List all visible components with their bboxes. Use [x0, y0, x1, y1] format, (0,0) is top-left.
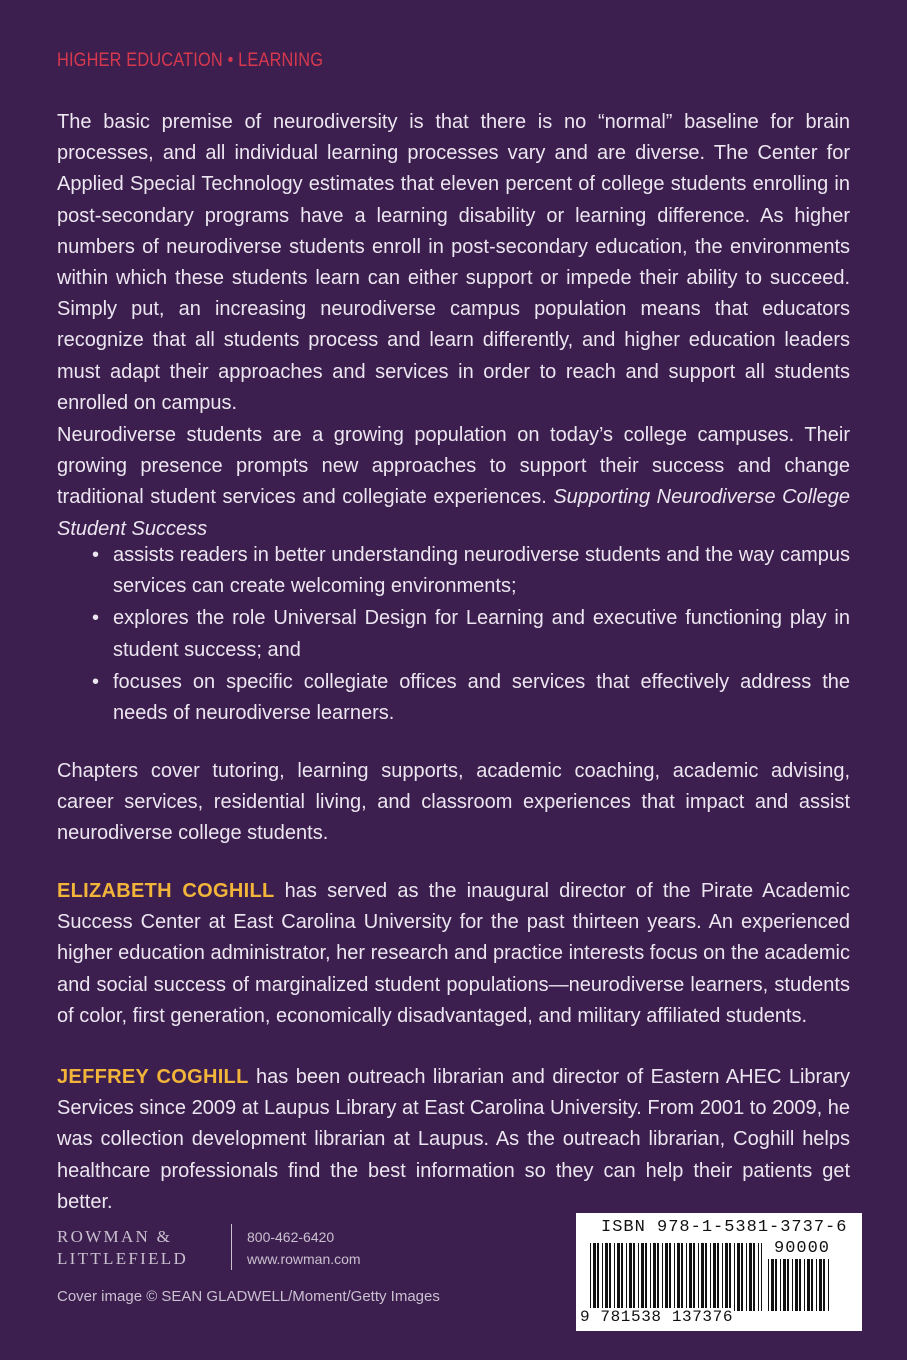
- publisher-name-line1: ROWMAN &: [57, 1227, 173, 1246]
- category-label: HIGHER EDUCATION • LEARNING: [57, 50, 324, 71]
- chapters-paragraph: Chapters cover tutoring, learning supports, academic coaching, academic advising, career services, residential living, and classroom experiences that impact and assist neurodiverse college students.: [57, 760, 850, 845]
- list-item: [92, 540, 850, 602]
- description-paragraph-2: [57, 420, 850, 545]
- paragraph-2-text: Neurodiverse students are a growing population on today’s college campuses. Their growing presence prompts new approaches to support their success and change traditional student services and collegiate experiences.: [57, 424, 850, 509]
- author-name: JEFFREY COGHILL: [57, 1066, 249, 1088]
- bullet-icon: •: [92, 670, 100, 693]
- publisher-logo: [57, 1226, 188, 1270]
- publisher-website: www.rowman.com: [247, 1251, 361, 1267]
- barcode-addon-bars-icon: [768, 1259, 830, 1311]
- author-bio-text: has served as the inaugural director of the Pirate Academic Success Center at East Carolina University for the past thirteen years. An experienced higher education administrator, her research and practice interests focus on the academic and social success of marginalized student populations—neurodiverse learners, students of color, first generation, economically disadvantaged, and military affiliated students.: [57, 880, 850, 1027]
- list-item: [92, 667, 850, 729]
- description-paragraph-1: The basic premise of neurodiversity is that there is no “normal” baseline for brain processes, and all individual learning processes vary and are diverse. The Center for Applied Special Technology estimates that eleven percent of college students enrolling in post-secondary programs have a learning disability or learning difference. As higher numbers of neurodiverse students enroll in post-secondary education, the environments within which these students learn can either support or impede their ability to succeed. Simply put, an increasing neurodiverse campus population means that educators recognize that all students process and learn differently, and higher education leaders must adapt their approaches and services in order to reach and support all students enrolled on campus.: [57, 111, 850, 414]
- publisher-contact: [247, 1226, 361, 1270]
- publisher-block: [57, 1224, 377, 1274]
- author-bio-2: [57, 1062, 850, 1218]
- list-item-text: explores the role Universal Design for Learning and executive functioning play in student success; and: [113, 607, 850, 661]
- publisher-divider: [231, 1224, 232, 1270]
- list-item-text: focuses on specific collegiate offices and services that effectively address the needs of neurodiverse learners.: [113, 670, 850, 725]
- list-item-text: assists readers in better understanding neurodiverse students and the way campus services can create welcoming environments;: [113, 544, 850, 598]
- bullet-icon: •: [92, 544, 100, 566]
- bullet-icon: •: [92, 607, 100, 630]
- author-name: ELIZABETH COGHILL: [57, 880, 275, 902]
- feature-list: [92, 540, 850, 730]
- list-item: [92, 603, 850, 665]
- author-bio-text: has been outreach librarian and director of Eastern AHEC Library Services since 2009 at Laupus Library at East Carolina University. From 2001 to 2009, he was collection development librarian at Laupus. As the outreach librarian, Coghill helps healthcare professionals find the best information so they can help their patients get better.: [57, 1066, 850, 1213]
- barcode-number: 9 781538 137376: [580, 1308, 734, 1326]
- isbn-label: ISBN 978-1-5381-3737-6: [601, 1218, 848, 1237]
- book-title-italic: Supporting Neurodiverse College Student Success: [57, 486, 850, 540]
- publisher-name-line2: LITTLEFIELD: [57, 1249, 189, 1268]
- isbn-barcode: [576, 1213, 862, 1331]
- author-bio-1: [57, 876, 850, 1032]
- barcode-addon-number: 90000: [774, 1239, 831, 1258]
- cover-credit: Cover image © SEAN GLADWELL/Moment/Getty Images: [57, 1288, 440, 1305]
- barcode-bars-icon: [590, 1243, 762, 1311]
- publisher-phone: 800-462-6420: [247, 1229, 335, 1245]
